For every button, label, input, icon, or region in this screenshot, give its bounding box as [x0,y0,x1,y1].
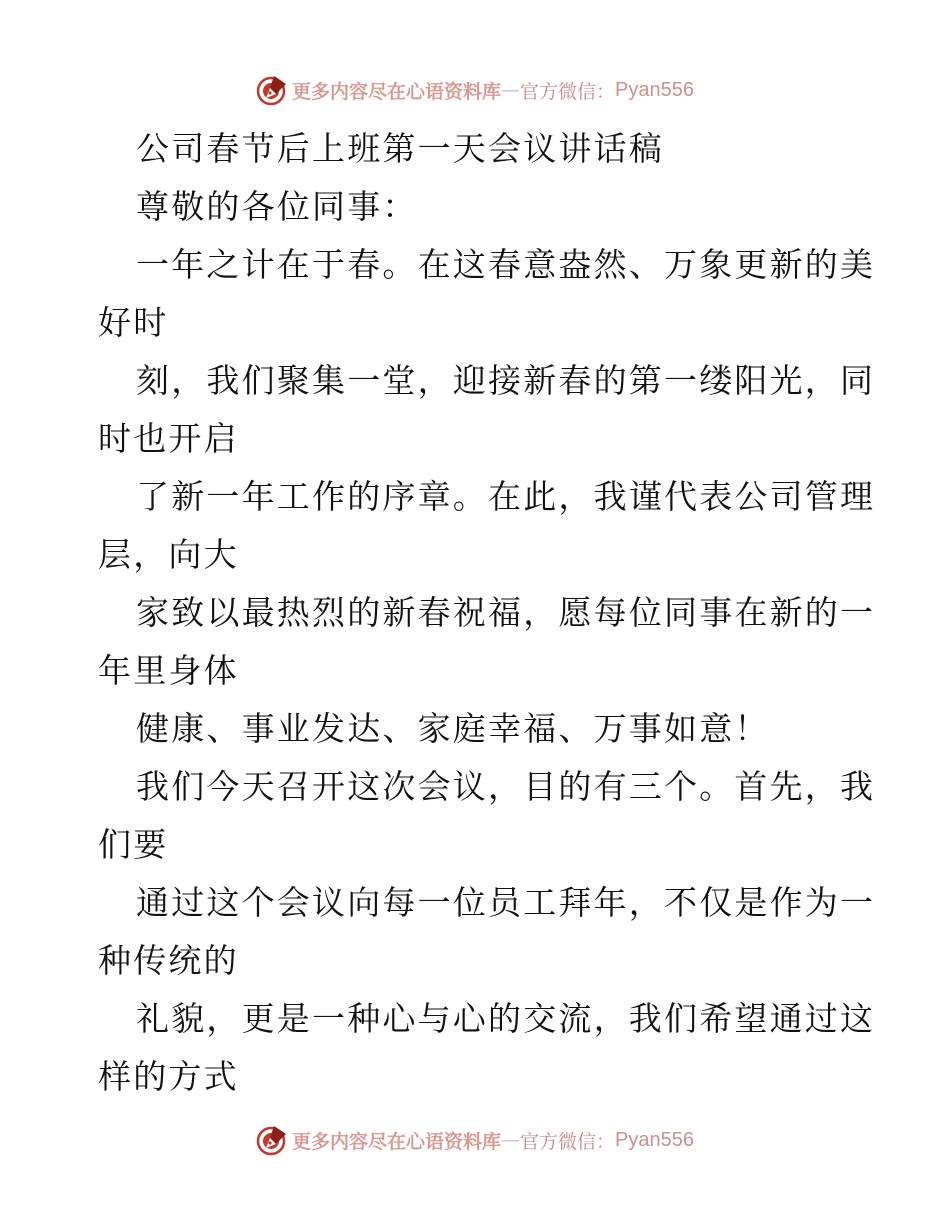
document-title: 公司春节后上班第一天会议讲话稿 [136,129,664,168]
text-line: 尊敬的各位同事： [136,187,418,226]
text-line: 样的方式 [98,1057,239,1096]
banner-text: 更多内容尽在心语资料库 [292,1130,502,1153]
text-line: 家致以最热烈的新春祝福，愿每位同事在新的一 [136,593,876,632]
banner-dash: — [501,1129,521,1151]
text-line: 礼貌，更是一种心与心的交流，我们希望通过这 [136,999,876,1038]
text-line: 好时 [98,303,169,342]
text-line: 我们今天召开这次会议，目的有三个。首先，我 [136,767,876,806]
pen-logo-icon [256,1124,288,1156]
text-line: 们要 [98,825,169,864]
text-line: 通过这个会议向每一位员工拜年，不仅是作为一 [136,883,876,922]
banner-wechat-label: 官方微信： [520,80,616,103]
text-line: 健康、事业发达、家庭幸福、万事如意！ [136,709,770,748]
text-line: 了新一年工作的序章。在此，我谨代表公司管理 [136,477,876,516]
text-line: 刻，我们聚集一堂，迎接新春的第一缕阳光，同 [136,361,876,400]
banner-wechat-id: Pyan556 [615,78,694,101]
header-banner [0,70,950,110]
text-line: 时也开启 [98,419,239,458]
text-line: 一年之计在于春。在这春意盎然、万象更新的美 [136,245,876,284]
text-line: 层，向大 [98,535,239,574]
footer-banner [0,1120,950,1160]
pen-logo-icon [256,74,288,106]
document-body [98,120,876,1106]
banner-dash: — [501,79,521,101]
banner-text: 更多内容尽在心语资料库 [292,80,502,103]
text-line: 种传统的 [98,941,239,980]
banner-wechat-id: Pyan556 [615,1128,694,1151]
banner-wechat-label: 官方微信： [520,1130,616,1153]
text-line: 年里身体 [98,651,239,690]
